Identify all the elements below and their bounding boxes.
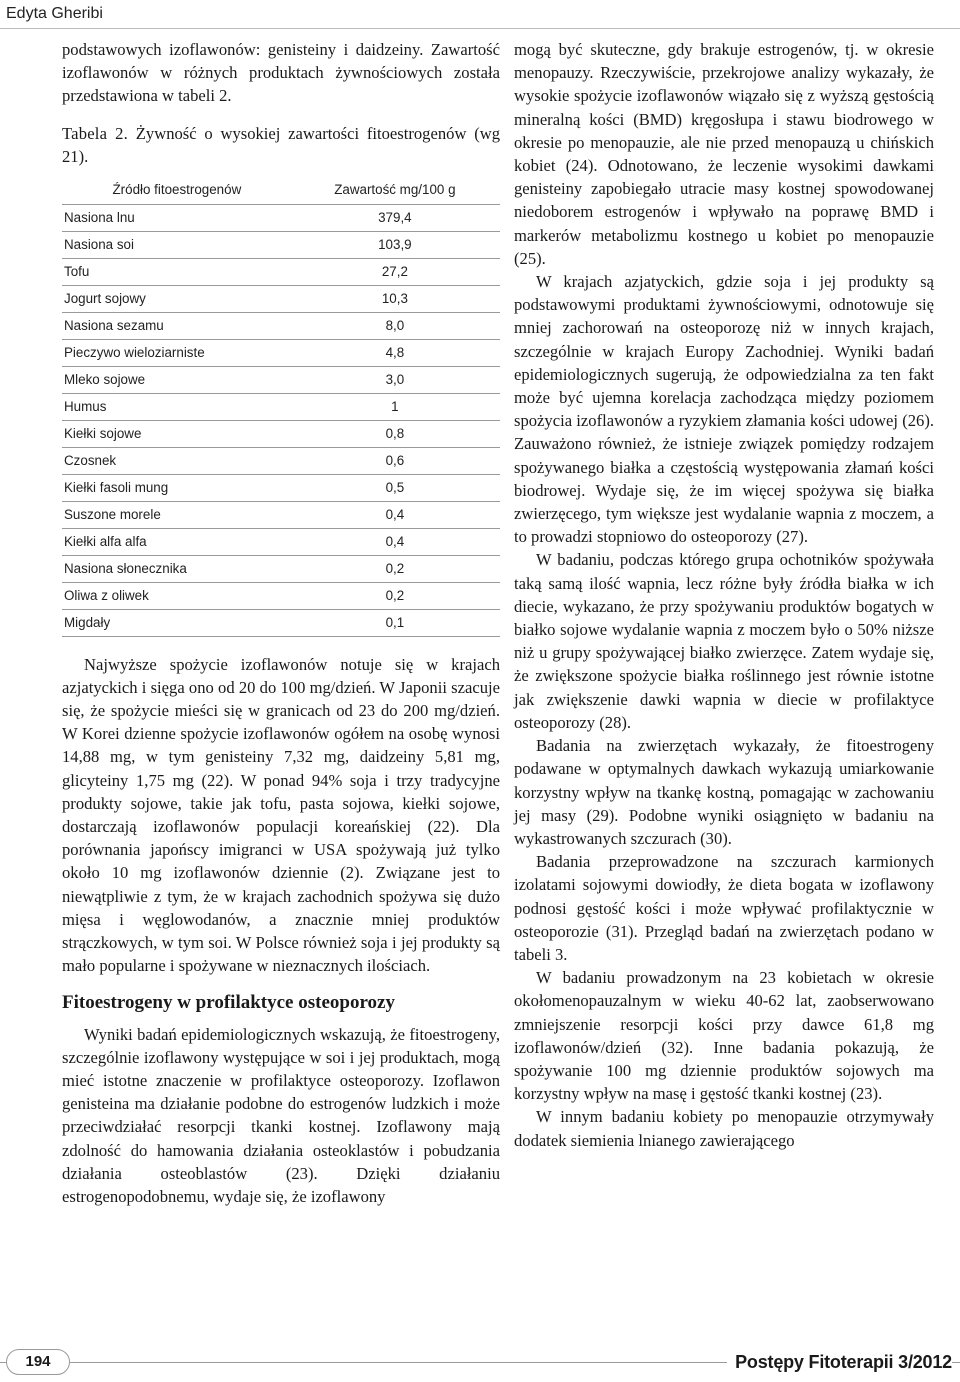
table-cell-source: Oliwa z oliwek <box>62 582 290 609</box>
table-row <box>62 204 500 231</box>
table-row <box>62 339 500 366</box>
table-cell-source: Nasiona sezamu <box>62 312 290 339</box>
table-cell-source: Tofu <box>62 258 290 285</box>
phytoestrogen-table <box>62 176 500 637</box>
table-cell-source: Mleko sojowe <box>62 366 290 393</box>
left-column <box>62 38 500 1208</box>
table-cell-content: 103,9 <box>290 231 500 258</box>
table-cell-content: 0,5 <box>290 474 500 501</box>
table-caption-text: Żywność o wysokiej zawartości fitoestrogenów (wg 21). <box>62 123 501 166</box>
table-cell-content: 0,8 <box>290 420 500 447</box>
table-cell-source: Nasiona soi <box>62 231 290 258</box>
body-paragraph: Badania na zwierzętach wykazały, że fitoestrogeny podawane w optymalnych dawkach wykazują umiarkowanie korzystny wpływ na tkankę kostną, pomagając w zachowaniu jej masy (29). Podobne wyniki osiągnięto w badaniu na wykastrowanych szczurach (30). <box>514 736 934 848</box>
table-caption-label: Tabela 2. <box>62 123 129 143</box>
table-cell-content: 0,4 <box>290 501 500 528</box>
table-cell-source: Czosnek <box>62 447 290 474</box>
table-cell-content: 0,1 <box>290 609 500 636</box>
body-paragraph-consumption: Najwyższe spożycie izoflawonów notuje się w krajach azjatyckich i sięga ono od 20 do 100 mg/dzień. W Japonii szacuje się, że spożycie mieści się w granicach od 23 do 200 mg/dzień. W Korei dzienne spożycie izoflawonów ogółem na osobę wynosi 14,88 mg, w tym genisteiny 7,32 mg, daidzeiny 5,81 mg, glicyteiny 1,75 mg (22). W ponad 94% soja i trzy tradycyjne produkty sojowe, takie jak tofu, pasta sojowa, kiełki sojowe, dostarczają izoflawonów populacji koreańskiej (22). Dla porównania japońscy imigranci w USA spożywają już tylko około 10 mg izoflawonów dziennie (2). Związane jest to niewątpliwie z tym, że w krajach zachodnich spożywa się dużo mięsa i węglowodanów, a znacznie mniej produktów strączkowych, w tym soi. W Polsce również soja i jej produkty są mało popularne i spożywane w nieznacznych ilościach. <box>62 654 500 976</box>
table-cell-source: Jogurt sojowy <box>62 285 290 312</box>
table-cell-content: 27,2 <box>290 258 500 285</box>
table-cell-content: 0,2 <box>290 582 500 609</box>
table-row <box>62 501 500 528</box>
body-paragraph: W badaniu, podczas którego grupa ochotników spożywała taką samą ilość wapnia, lecz różne były źródła białka w ich diecie, wykazano, że przy spożywaniu produktów bogatych w białko sojowe wydalanie wapnia z moczem było o 50% niższe niż u grupy spożywającej białko zwierzęce. Zatem wydaje się, że zwiększone spożycie białka roślinnego jest równie istotne jak zwiększenie dawki wapnia w diecie w profilaktyce osteoporozy (28). <box>514 550 934 732</box>
body-paragraph: Badania przeprowadzone na szczurach karmionych izolatami sojowymi dowiodły, że dieta bogata w izoflawony podnosi gęstość kości i może wpływać profilaktycznie w osteoporozie (31). Przegląd badań na zwierzętach podano w tabeli 3. <box>514 852 934 964</box>
table-row <box>62 258 500 285</box>
table-cell-content: 3,0 <box>290 366 500 393</box>
table-cell-content: 0,4 <box>290 528 500 555</box>
table-row <box>62 582 500 609</box>
table-cell-content: 8,0 <box>290 312 500 339</box>
table-cell-content: 10,3 <box>290 285 500 312</box>
table-cell-source: Humus <box>62 393 290 420</box>
body-paragraph: W innym badaniu kobiety po menopauzie otrzymywały dodatek siemienia lnianego zawierającego <box>514 1107 934 1150</box>
table-row <box>62 474 500 501</box>
table-row <box>62 285 500 312</box>
table-cell-content: 0,2 <box>290 555 500 582</box>
table-row <box>62 609 500 636</box>
table-cell-content: 1 <box>290 393 500 420</box>
body-paragraph-osteoporosis: Wyniki badań epidemiologicznych wskazują, że fitoestrogeny, szczególnie izoflawony występujące w soi i jej produktach, mogą mieć istotne znaczenie w profilaktyce osteoporozy. Izoflawon genisteina ma działanie podobne do estrogenów ludzkich i może przeciwdziałać resorpcji tkanki kostnej. Izoflawony mają zdolność do hamowania działania osteoklastów i pobudzania działania osteoblastów (23). Dzięki działaniu estrogenopodobnemu, wydaje się, że izoflawony <box>62 1024 500 1206</box>
table-row <box>62 393 500 420</box>
section-title: Fitoestrogeny w profilaktyce osteoporozy <box>62 992 395 1014</box>
body-paragraph: W krajach azjatyckich, gdzie soja i jej produkty są podstawowymi produktami żywnościowymi, odnotowuje się mniej zachorowań na osteoporozę niż w innych krajach, szczególnie w krajach Europy Zachodniej. Wyniki badań epidemiologicznych sugerują, że odpowiedzialna za ten fakt może być ujemna korelacja zachodząca między poziomem spożycia izoflawonów a ryzykiem złamania kości udowej (26). Zauważono również, że istnieje związek pomiędzy rodzajem spożywanego białka a częstością występowania złamań kości biodrowej. Wydaje się, że im więcej spożywa się białka zwierzęcego, tym większe jest wydalanie wapnia z moczem, a to prowadzi stopniowo do osteoporozy (27). <box>514 272 934 547</box>
table-cell-source: Migdały <box>62 609 290 636</box>
table-body <box>62 204 500 636</box>
table-cell-source: Nasiona lnu <box>62 204 290 231</box>
table-row <box>62 420 500 447</box>
table-cell-source: Pieczywo wieloziarniste <box>62 339 290 366</box>
table-cell-source: Kiełki alfa alfa <box>62 528 290 555</box>
table-header-source: Źródło fitoestrogenów <box>62 176 290 204</box>
table-cell-content: 379,4 <box>290 204 500 231</box>
table-cell-source: Suszone morele <box>62 501 290 528</box>
table-row <box>62 231 500 258</box>
table-header-content: Zawartość mg/100 g <box>290 176 500 204</box>
page-footer <box>0 1348 960 1382</box>
journal-title: Postępy Fitoterapii 3/2012 <box>727 1348 952 1376</box>
table-cell-content: 0,6 <box>290 447 500 474</box>
table-row <box>62 447 500 474</box>
table-row <box>62 528 500 555</box>
running-header-author: Edyta Gheribi <box>0 2 960 26</box>
table-cell-content: 4,8 <box>290 339 500 366</box>
right-column <box>514 38 934 1152</box>
table-row <box>62 312 500 339</box>
table-cell-source: Nasiona słonecznika <box>62 555 290 582</box>
table-cell-source: Kiełki sojowe <box>62 420 290 447</box>
table-caption <box>62 122 500 168</box>
body-paragraph: mogą być skuteczne, gdy brakuje estrogenów, tj. w okresie menopauzy. Rzeczywiście, przekrojowe analizy wykazały, że wysokie spożycie izoflawonów wiązało się z wyższą gęstością mineralną kości (BMD) kręgosłupa i stawu biodrowego w okresie po menopauzie, ale nie przed menopauzą u chińskich kobiet (24). Odnotowano, że leczenie wysokimi dawkami genisteiny zapobiegało utracie masy kostnej spowodowanej niedoborem estrogenów i wpływało na poprawę BMD i markerów metabolizmu kostnego u kobiet po menopauzie (25). <box>514 40 934 268</box>
table-cell-source: Kiełki fasoli mung <box>62 474 290 501</box>
intro-paragraph: podstawowych izoflawonów: genisteiny i daidzeiny. Zawartość izoflawonów w różnych produktach żywnościowych została przedstawiona w tabeli 2. <box>62 40 500 106</box>
body-paragraph: W badaniu prowadzonym na 23 kobietach w okresie okołomenopauzalnym w wieku 40-62 lat, zaobserwowano zmniejszenie resorpcji kości przy dawce 61,8 mg izoflawonów/dzień (32). Inne badania pokazują, że spożywanie 100 mg dziennie produktów sojowych ma korzystny wpływ na masę i gęstość tkanki kostnej (23). <box>514 968 934 1104</box>
table-header-row <box>62 176 500 204</box>
table-row <box>62 366 500 393</box>
table-row <box>62 555 500 582</box>
page-number: 194 <box>6 1349 70 1375</box>
